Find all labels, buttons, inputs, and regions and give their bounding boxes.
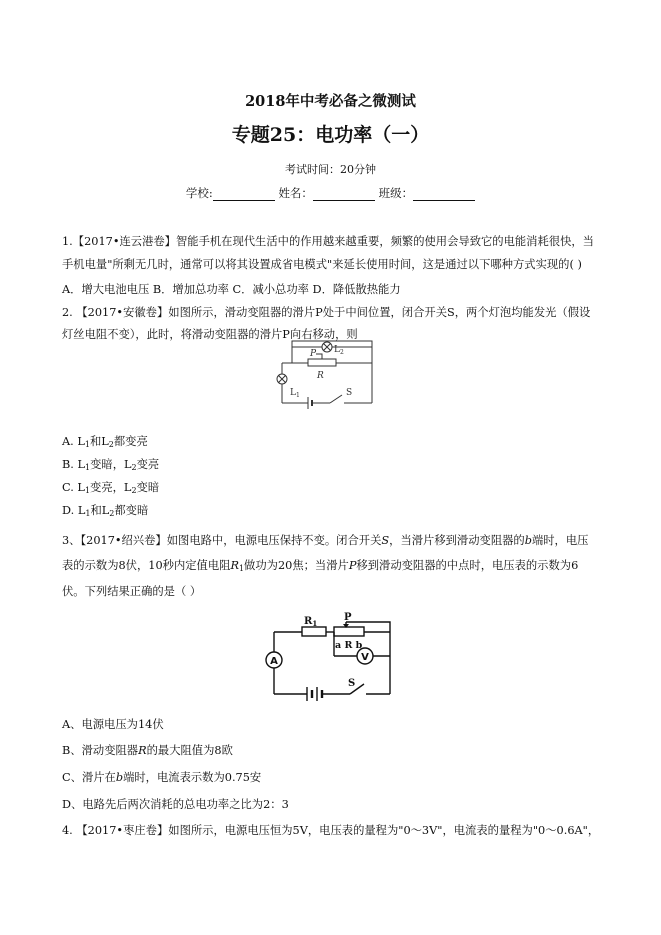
- q2-option-a: A. $L_1$和$L_2$都变亮: [62, 435, 148, 449]
- q3-option-a: A、电源电压为14伏: [62, 718, 164, 731]
- q3-fig-r1: $R_1$: [304, 616, 318, 628]
- q3-option-d: D、电路先后两次消耗的总电功率之比为2：3: [62, 798, 289, 811]
- q2-fig-p: P: [310, 349, 317, 359]
- school-label: 学校:: [185, 186, 213, 200]
- q3-line3: 伏。下列结果正确的是（ ）: [62, 585, 202, 598]
- page-title: 2018年中考必备之微测试: [245, 93, 416, 110]
- q2-option-d: D. $L_1$和$L_2$都变暗: [62, 504, 149, 518]
- q2-line2: 灯丝电阻不变），此时，将滑动变阻器的滑片P向右移动，则: [62, 328, 358, 341]
- name-label: 姓名：: [278, 186, 313, 200]
- q3-fig-p: P: [344, 612, 352, 623]
- class-blank: [413, 187, 475, 201]
- q2-fig-s: S: [346, 388, 353, 398]
- switch-icon: [330, 395, 342, 403]
- q2-option-c: C. $L_1$变亮，$L_2$变暗: [62, 481, 160, 495]
- q3-option-c: C、滑片在b端时，电流表示数为0.75安: [62, 771, 262, 784]
- q1-line1: 1.【2017•连云港卷】智能手机在现代生活中的作用越来越重要，频繁的使用会导致它的电能消耗很快，当: [62, 235, 594, 248]
- q2-circuit-diagram: [272, 337, 387, 415]
- q1-options: A．增大电池电压 B．增加总功率 C．减小总功率 D．降低散热能力: [62, 283, 401, 296]
- q1-line2: 手机电量"所剩无几时，通常可以将其设置成省电模式"来延长使用时间，这是通过以下哪种方式实现的( ): [62, 258, 582, 271]
- q3-option-b: B、滑动变阻器R的最大阻值为8欧: [62, 744, 233, 757]
- rheostat-r-icon: [334, 627, 364, 636]
- exam-time: 考试时间：20分钟: [285, 163, 376, 176]
- q2-line1: 2. 【2017•安徽卷】如图所示，滑动变阻器的滑片P处于中间位置，闭合开关S，两个灯泡均能发光（假设: [62, 306, 591, 319]
- resistor-r1-icon: [302, 627, 326, 636]
- student-info-row: [0, 185, 661, 201]
- rheostat-icon: [308, 359, 336, 366]
- q3-circuit-diagram: [262, 610, 397, 702]
- q3-fig-s: S: [348, 678, 356, 689]
- class-label: 班级：: [378, 186, 414, 200]
- q2-fig-l1: $L_1$: [290, 388, 300, 399]
- school-blank: [213, 187, 275, 201]
- topic-title: 专题25：电功率（一）: [231, 124, 430, 146]
- q2-fig-r: R: [317, 371, 324, 381]
- q3-fig-rheostat-label: a R b: [335, 640, 363, 651]
- q3-line2: 表的示数为8伏，10秒内定值电阻$R_1$做功为20焦；当滑片P移到滑动变阻器的中点时，电压表的示数为6: [62, 559, 579, 573]
- q2-fig-l2: $L_2$: [334, 345, 344, 356]
- q3-line1: 3、【2017•绍兴卷】如图电路中，电源电压保持不变。闭合开关S，当滑片移到滑动变阻器的b端时，电压: [62, 534, 589, 547]
- q3-fig-a: A: [270, 656, 278, 667]
- name-blank: [313, 187, 375, 201]
- q2-option-b: B. $L_1$变暗，$L_2$变亮: [62, 458, 160, 472]
- q4-line1: 4. 【2017•枣庄卷】如图所示，电源电压恒为5V，电压表的量程为"0～3V"，电流表的量程为"0～0.6A"，: [62, 824, 600, 837]
- q3-fig-v: V: [361, 652, 369, 663]
